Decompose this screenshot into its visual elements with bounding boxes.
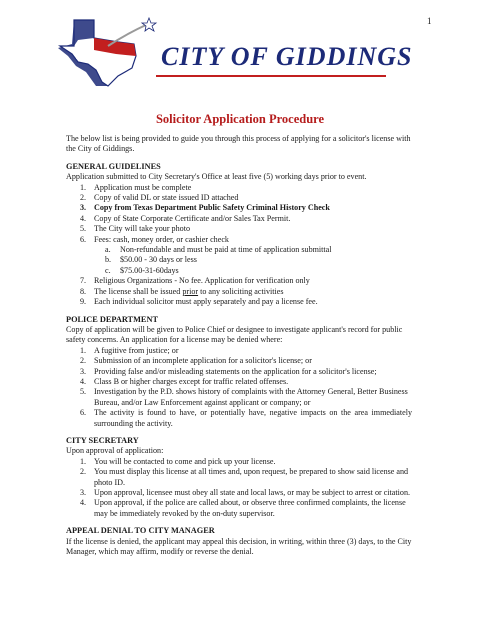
list-item: 5. Investigation by the P.D. shows history of complaints with the Attorney General, Better Business Bureau, and/or Law Enforcement against applicant or company; or <box>80 387 408 407</box>
list-item: 4. Copy of State Corporate Certificate and/or Sales Tax Permit. <box>80 213 291 223</box>
list-item: a. Non-refundable and must be paid at time of application submittal <box>105 245 332 255</box>
list-item: 1. You will be contacted to come and pick up your license. <box>80 456 276 466</box>
list-item: 4. Upon approval, if the police are called about, or observe three confirmed complaints, the license may be immediately revoked by the on-duty supervisor. <box>80 498 406 518</box>
list-item: 3. Providing false and/or misleading statements on the application for a solicitor's license; <box>80 366 377 376</box>
list-item: 4. Class B or higher charges except for traffic related offenses. <box>80 376 289 386</box>
list-item: b. $50.00 - 30 days or less <box>105 255 197 265</box>
city-name-logotype: CITY OF GIDDINGS <box>161 42 413 71</box>
page-number: 1 <box>427 16 432 26</box>
underlined-word: prior <box>182 286 199 296</box>
list-item: 2. You must display this license at all times and, upon request, be prepared to show said license and photo ID. <box>80 467 409 487</box>
general-guidelines-section <box>66 162 412 308</box>
list-item: 1. Application must be complete <box>80 182 192 192</box>
appeal-section <box>66 526 412 557</box>
list-item: 3. Upon approval, licensee must obey all state and local laws, or may be subject to arrest or citation. <box>80 488 411 497</box>
list-item: 5. The City will take your photo <box>80 224 190 234</box>
section-heading: POLICE DEPARTMENT <box>66 314 158 324</box>
city-secretary-section <box>66 436 412 519</box>
list-item: 3. Copy from Texas Department Public Safety Criminal History Check <box>80 203 330 213</box>
list-item: 9. Each individual solicitor must apply separately and pay a license fee. <box>80 297 318 307</box>
logo-underline <box>156 75 386 77</box>
appeal-paragraph: If the license is denied, the applicant may appeal this decision, in writing, within three (3) days, to the City Manager, which may affirm, modify or reverse the denial. <box>66 536 412 557</box>
list-item: 7. Religious Organizations - No fee. Application for verification only <box>80 276 310 286</box>
section-heading: GENERAL GUIDELINES <box>66 161 161 171</box>
section-lead: Copy of application will be given to Police Chief or designee to investigate applicant's record for public safety concerns. An application for a license may be denied where: <box>66 324 403 345</box>
section-lead: Upon approval of application: <box>66 446 164 456</box>
list-item: 6. The activity is found to have, or potentially have, negative impacts on the area immediately surrounding the activity. <box>80 408 412 428</box>
list-item: 1. A fugitive from justice; or <box>80 345 179 355</box>
section-lead: Application submitted to City Secretary's Office at least five (5) working days prior to event. <box>66 172 367 182</box>
approval-steps-list <box>66 457 412 519</box>
list-item: 6. Fees: cash, money order, or cashier check <box>80 234 229 244</box>
city-logo <box>56 16 413 90</box>
intro-paragraph: The below list is being provided to guide you through this process of applying for a solicitor's license with the City of Giddings. <box>66 134 411 154</box>
guidelines-list-continued <box>66 276 412 307</box>
document-body <box>66 134 412 564</box>
document-title: Solicitor Application Procedure <box>155 112 325 126</box>
list-item: 2. Copy of valid DL or state issued ID attached <box>80 193 239 203</box>
section-heading: APPEAL DENIAL TO CITY MANAGER <box>66 526 215 536</box>
fees-sublist <box>66 245 412 276</box>
section-heading: CITY SECRETARY <box>66 435 139 445</box>
guidelines-list <box>66 183 412 245</box>
police-department-section <box>66 315 412 429</box>
list-item: 2. Submission of an incomplete application for a solicitor's license; or <box>80 356 312 366</box>
denial-reasons-list <box>66 346 412 429</box>
list-item: 8. The license shall be issued prior to any soliciting activities <box>80 286 284 296</box>
list-item: c. $75.00-31-60days <box>105 265 179 275</box>
texas-flag-map-icon <box>56 16 166 90</box>
